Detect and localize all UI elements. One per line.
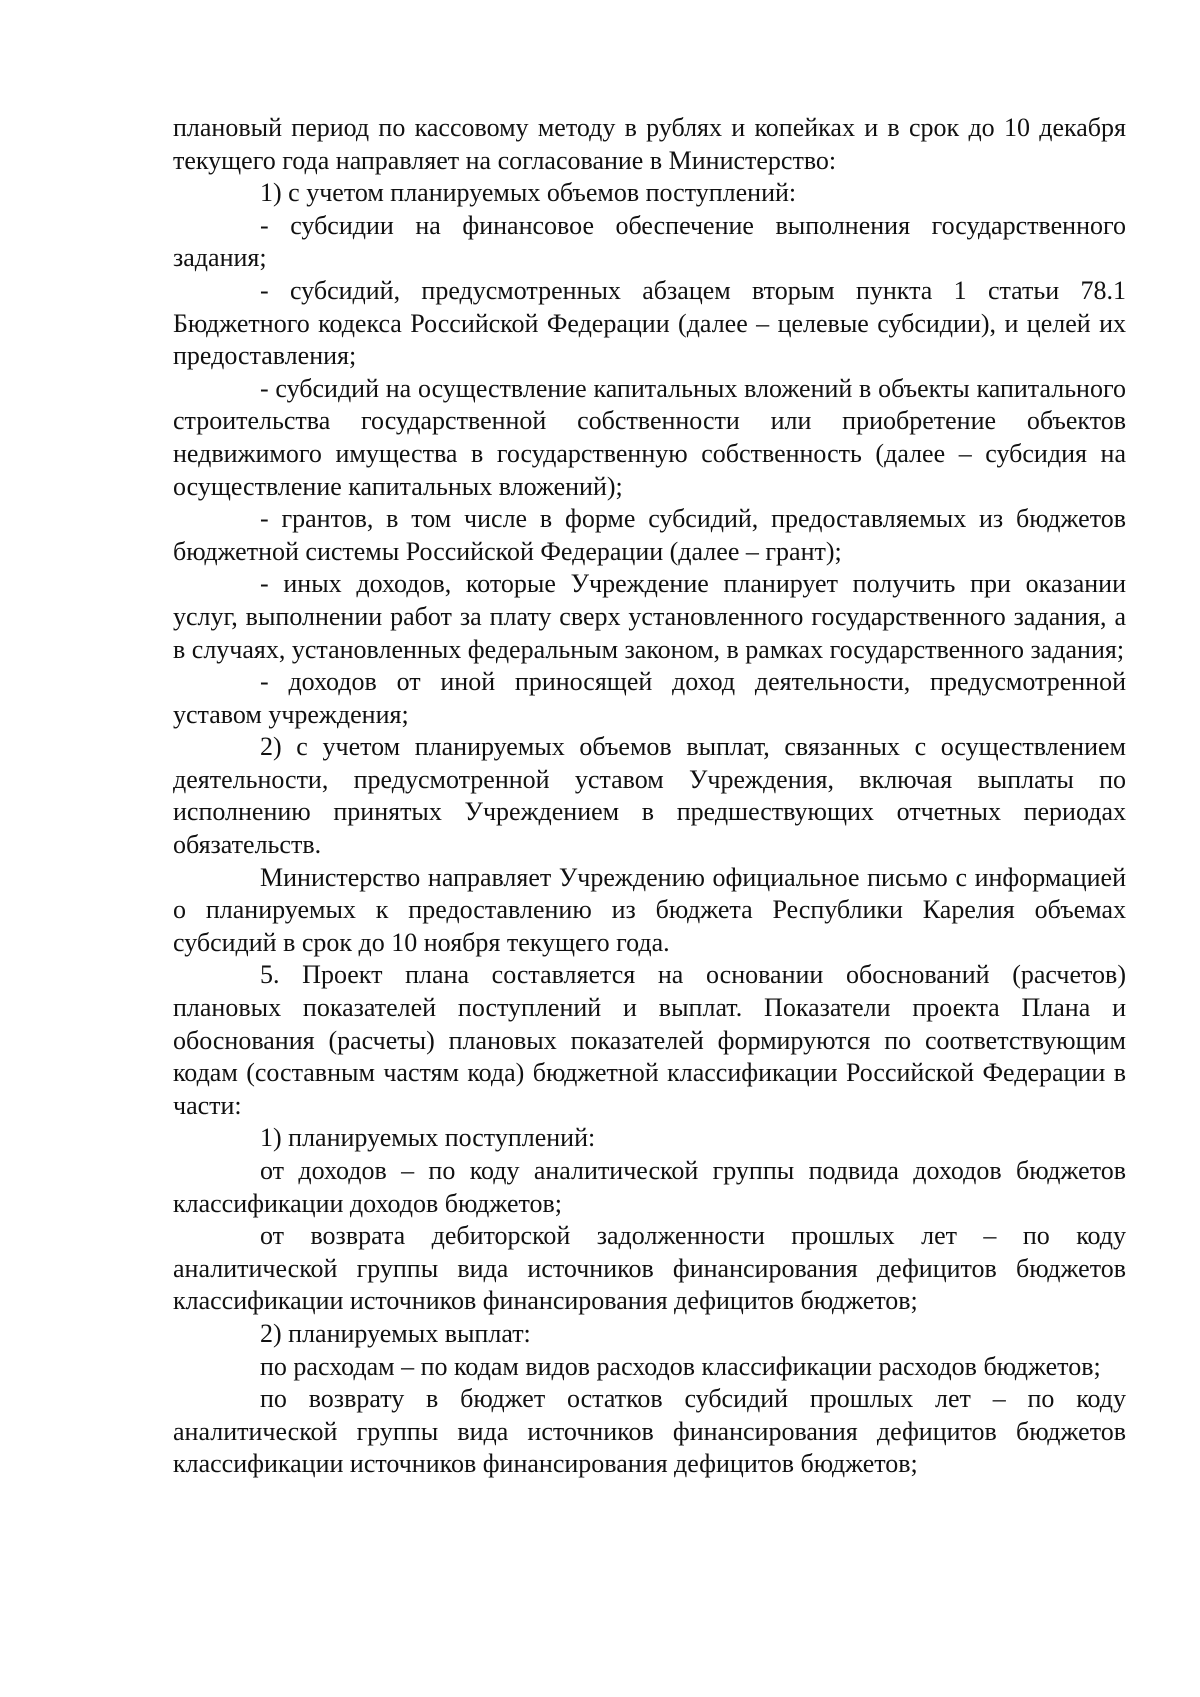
paragraph: - грантов, в том числе в форме субсидий, предоставляемых из бюджетов бюджетной системы Российской Федерации (далее – грант); xyxy=(173,504,1126,566)
paragraph: - субсидии на финансовое обеспечение выполнения государственного задания; xyxy=(173,210,1126,273)
paragraph: 5. Проект плана составляется на основании обоснований (расчетов) плановых показателей поступлений и выплат. Показатели проекта Плана и обоснования (расчеты) плановых показателей формируются по соответствующим кодам (составным частям кода) бюджетной классификации Российской Федерации в части: xyxy=(173,960,1126,1120)
paragraph: от возврата дебиторской задолженности прошлых лет – по коду аналитической группы вида источников финансирования дефицитов бюджетов классификации источников финансирования дефицитов бюджетов; xyxy=(173,1221,1126,1316)
document-body xyxy=(173,112,1126,1481)
paragraph: 2) планируемых выплат: xyxy=(260,1318,531,1348)
paragraph: 1) планируемых поступлений: xyxy=(260,1123,596,1153)
paragraph: от доходов – по коду аналитической группы подвида доходов бюджетов классификации доходов бюджетов; xyxy=(173,1156,1126,1218)
paragraph: Министерство направляет Учреждению официальное письмо с информацией о планируемых к предоставлению из бюджета Республики Карелия объемах субсидий в срок до 10 ноября текущего года. xyxy=(173,862,1126,957)
paragraph: по возврату в бюджет остатков субсидий прошлых лет – по коду аналитической группы вида источников финансирования дефицитов бюджетов классификации источников финансирования дефицитов бюджетов; xyxy=(173,1384,1126,1479)
paragraph: 2) с учетом планируемых объемов выплат, связанных с осуществлением деятельности, предусмотренной уставом Учреждения, включая выплаты по исполнению принятых Учреждением в предшествующих отчетных периодах обязательств. xyxy=(173,732,1126,860)
paragraph: 1) с учетом планируемых объемов поступлений: xyxy=(260,178,797,208)
paragraph: плановый период по кассовому методу в рублях и копейках и в срок до 10 декабря текущего года направляет на согласование в Министерство: xyxy=(173,113,1126,175)
paragraph: - иных доходов, которые Учреждение планирует получить при оказании услуг, выполнении работ за плату сверх установленного государственного задания, а в случаях, установленных федеральным законом, в рамках государственного задания; xyxy=(173,569,1126,664)
paragraph: - субсидий, предусмотренных абзацем вторым пункта 1 статьи 78.1 Бюджетного кодекса Российской Федерации (далее – целевые субсидии), и целей их предоставления; xyxy=(173,275,1126,371)
paragraph: - доходов от иной приносящей доход деятельности, предусмотренной уставом учреждения; xyxy=(173,667,1126,729)
paragraph: по расходам – по кодам видов расходов классификации расходов бюджетов; xyxy=(260,1351,1101,1381)
paragraph: - субсидий на осуществление капитальных вложений в объекты капитального строительства государственной собственности или приобретение объектов недвижимого имущества в государственную собственность (далее – субсидия на осуществление капитальных вложений); xyxy=(173,373,1126,501)
